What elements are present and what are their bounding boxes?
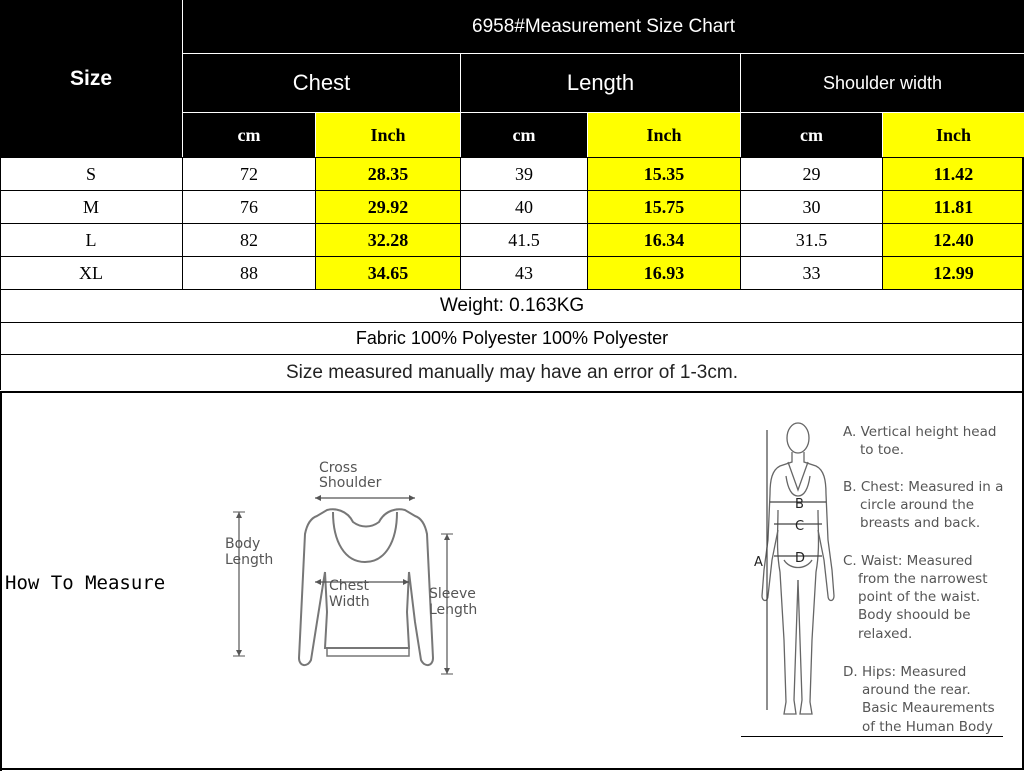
row-xl-shoulder-inch: 12.99 [883,257,1024,289]
row-l-size: L [85,229,97,250]
row-l-shoulder-inch: 12.40 [883,224,1024,256]
legend-c-1: C. Waist: Measured [843,553,973,569]
cross-shoulder-label-1: Cross [319,460,358,476]
row-xl-chest-cm: 88 [240,262,258,283]
legend-a-2: to toe. [860,442,904,458]
row-m-shoulder-cm: 30 [802,196,821,217]
group-chest: Chest [183,54,460,112]
row-s-chest-cm: 72 [240,163,258,184]
group-length: Length [461,54,740,112]
row-l-length-inch: 16.34 [588,224,740,256]
row-s-size: S [85,163,96,184]
sleeve-length-label-1: Sleeve [429,586,476,602]
legend-c-4: Body shoould be [858,607,971,623]
row-s-length-cm: 39 [515,163,533,184]
size-header: Size [0,0,182,157]
group-shoulder-width: Shoulder width [741,54,1024,112]
chest-cm-header: cm [237,124,261,145]
legend-b-3: breasts and back. [860,515,981,531]
length-cm-header: cm [512,124,536,145]
garment-diagram [215,452,505,692]
chest-width-label-1: Chest [329,578,370,594]
shoulder-cm-header: cm [800,124,823,145]
legend-a-1: A. Vertical height head [843,424,997,440]
row-l-chest-cm: 82 [240,229,258,250]
chart-title: 6958#Measurement Size Chart [183,0,1024,53]
row-xl-size: XL [79,262,103,283]
legend-d-1: D. Hips: Measured [843,664,967,680]
row-m-size: M [82,196,99,217]
legend-b-1: B. Chest: Measured in a [843,479,1004,495]
legend-c-3: point of the waist. [858,589,981,605]
length-inch-header: Inch [588,113,740,157]
legend-b-2: circle around the [860,497,975,513]
row-l-length-cm: 41.5 [508,229,540,250]
figure-mark-a: A [754,555,763,570]
fabric-note: Fabric 100% Polyester 100% Polyester [355,328,669,348]
row-xl-length-inch: 16.93 [588,257,740,289]
row-xl-length-cm: 43 [515,262,533,283]
figure-mark-c: C [795,519,805,534]
chest-width-label-2: Width [329,594,370,610]
body-figure-diagram [740,410,840,740]
row-m-shoulder-inch: 11.81 [883,191,1024,223]
shoulder-inch-header: Inch [883,113,1024,157]
legend-d-4: of the Human Body [862,719,993,735]
legend-d-2: around the rear. [862,682,971,698]
row-s-length-inch: 15.35 [588,158,740,190]
row-xl-chest-inch: 34.65 [316,257,460,289]
row-m-length-cm: 40 [515,196,533,217]
row-s-chest-inch: 28.35 [316,158,460,190]
measurement-legend [840,420,1020,740]
chest-inch-header: Inch [316,113,460,157]
figure-mark-d: D [795,551,806,566]
row-l-chest-inch: 32.28 [316,224,460,256]
how-to-measure-label: How To Measure [5,572,166,594]
row-s-shoulder-inch: 11.42 [883,158,1024,190]
body-length-label-1: Body [225,536,261,552]
row-m-length-inch: 15.75 [588,191,740,223]
weight-note: Weight: 0.163KG [439,295,585,316]
row-l-shoulder-cm: 31.5 [795,229,828,250]
legend-c-5: relaxed. [858,626,913,642]
figure-mark-b: B [795,497,804,512]
cross-shoulder-label-2: Shoulder [319,475,382,491]
legend-d-3: Basic Meaurements [862,700,995,716]
row-m-chest-inch: 29.92 [316,191,460,223]
sleeve-length-label-2: Length [429,602,478,618]
row-s-shoulder-cm: 29 [802,163,821,184]
legend-c-2: from the narrowest [858,571,988,587]
row-m-chest-cm: 76 [240,196,258,217]
body-length-label-2: Length [225,552,274,568]
error-note: Size measured manually may have an error of 1-3cm. [286,362,738,383]
row-xl-shoulder-cm: 33 [802,262,821,283]
